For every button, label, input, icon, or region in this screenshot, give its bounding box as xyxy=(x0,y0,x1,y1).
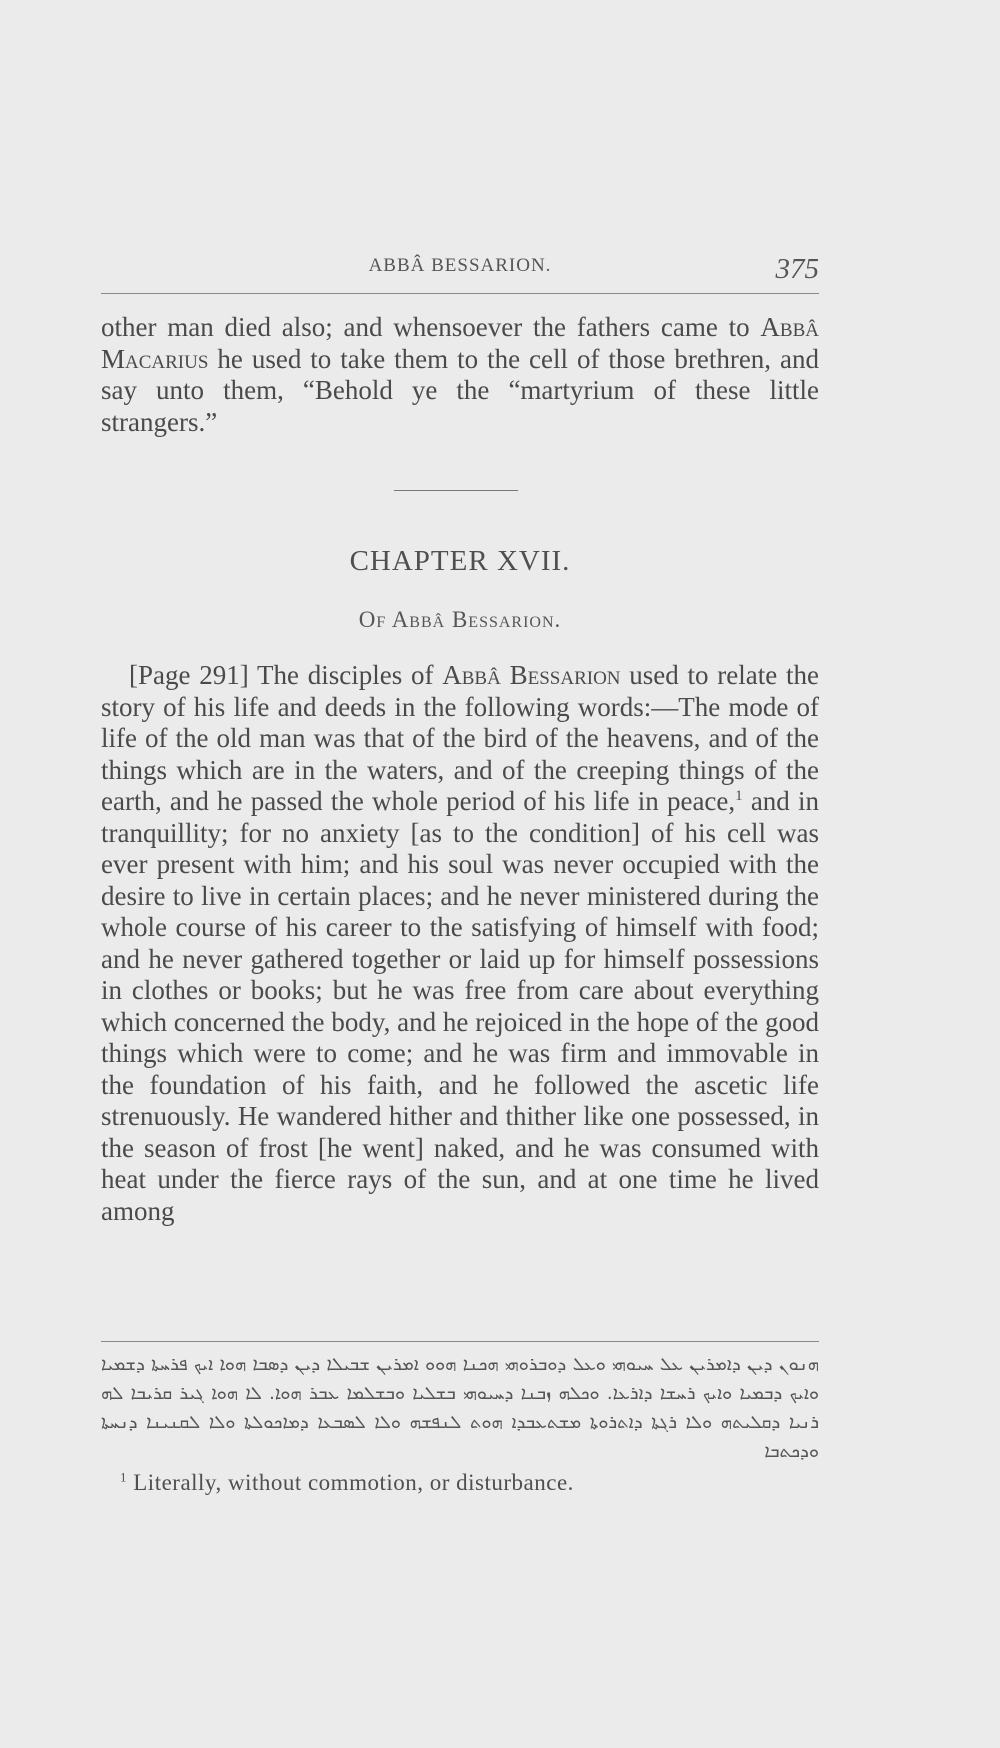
main-text-1: [Page 291] The disciples of xyxy=(129,660,443,690)
syriac-text: ܗܢܘܢ ܕܝܢ ܕܐܡܪܝܢ ܥܠ ܚܝܘܗܝ ܘܥܠ ܕܘܒܪܘܗܝ ܗܟܢܐ ܗܘܘ ܐܡܪܝܢ ܫܒܝܠܐ ܕܝܢ ܕܣܒܐ ܗܘܐ ܐܝܟ ܦܪܚܬܐ ܕܫܡܝܐ ܘܐܝܟ ܕܒܡܝܐ ܘܐܝܟ ܪܚܫܐ ܕܐܪܥܐ. ܘܟܠܗ ܙܒܢܐ ܕܚܝܘܗܝ ܒܫܠܝܐ ܘܒܫܠܡܐ ܥܒܪ ܗܘܐ. ܠܐ ܗܘܐ ܓܝܪ ܩܪܝܒܐ ܠܗ ܪܢܝܐ ܕܩܠܝܬܗ ܘܠܐ ܪܓܬܐ ܕܐܬܪܘܬܐ ܡܫܬܥܒܕܐ ܗܘܬ ܠܢܦܫܗ ܘܠܐ ܠܣܒܥܐ ܕܡܐܟܘܠܬܐ ܘܠܐ ܠܩܢܝܢܐ ܕܢܚܬܐ ܘܕܟܬܒܐ xyxy=(101,1354,819,1462)
name-abba-bessarion: Abbâ Bessarion xyxy=(442,660,621,690)
name-abba-macarius: Abbâ Macarius xyxy=(101,312,819,374)
footnote-reference: 1 xyxy=(735,788,743,804)
page-number: 375 xyxy=(775,253,819,285)
footnote-rule xyxy=(101,1341,819,1342)
opening-text-1: other man died also; and whensoever the fathers came to xyxy=(101,312,761,342)
main-paragraph xyxy=(101,660,819,1227)
main-text-3: and in tranquillity; for no anxiety [as to the condition] of his cell was ever present with him; and his soul was never occupied with the desire to live in certain places; and he never ministered during the whole course of his career to the satisfying of himself with food; and he never gathered together or laid up for himself possessions in clothes or books; but he was free from care about everything which concerned the body, and he rejoiced in the hope of the good things which were to come; and he was firm and immovable in the foundation of his faith, and he followed the ascetic life strenuously. He wandered hither and thither like one possessed, in the season of frost [he went] naked, and he was consumed with heat under the fierce rays of the sun, and at one time he lived among xyxy=(101,786,819,1226)
opening-paragraph xyxy=(101,312,819,438)
footnote-marker: 1 xyxy=(120,1469,127,1485)
chapter-title: CHAPTER XVII. xyxy=(349,545,571,577)
chapter-subtitle: Of Abbâ Bessarion. xyxy=(358,607,562,632)
footnote-text: Literally, without commotion, or disturbance. xyxy=(133,1470,574,1495)
footnote xyxy=(120,1470,820,1496)
running-title: ABBÂ BESSARION. xyxy=(368,255,552,276)
running-header xyxy=(101,251,819,294)
opening-text-2: he used to take them to the cell of those brethren, and say unto them, “Behold ye the “martyrium of these little strangers.” xyxy=(101,343,819,437)
section-divider xyxy=(394,490,518,491)
main-text-2: used to relate the story of his life and deeds in the following words:—The mode of life of the old man was that of the bird of the heavens, and of the things which are in the waters, and of the creeping things of the earth, and he passed the whole period of his life in peace, xyxy=(101,660,819,816)
